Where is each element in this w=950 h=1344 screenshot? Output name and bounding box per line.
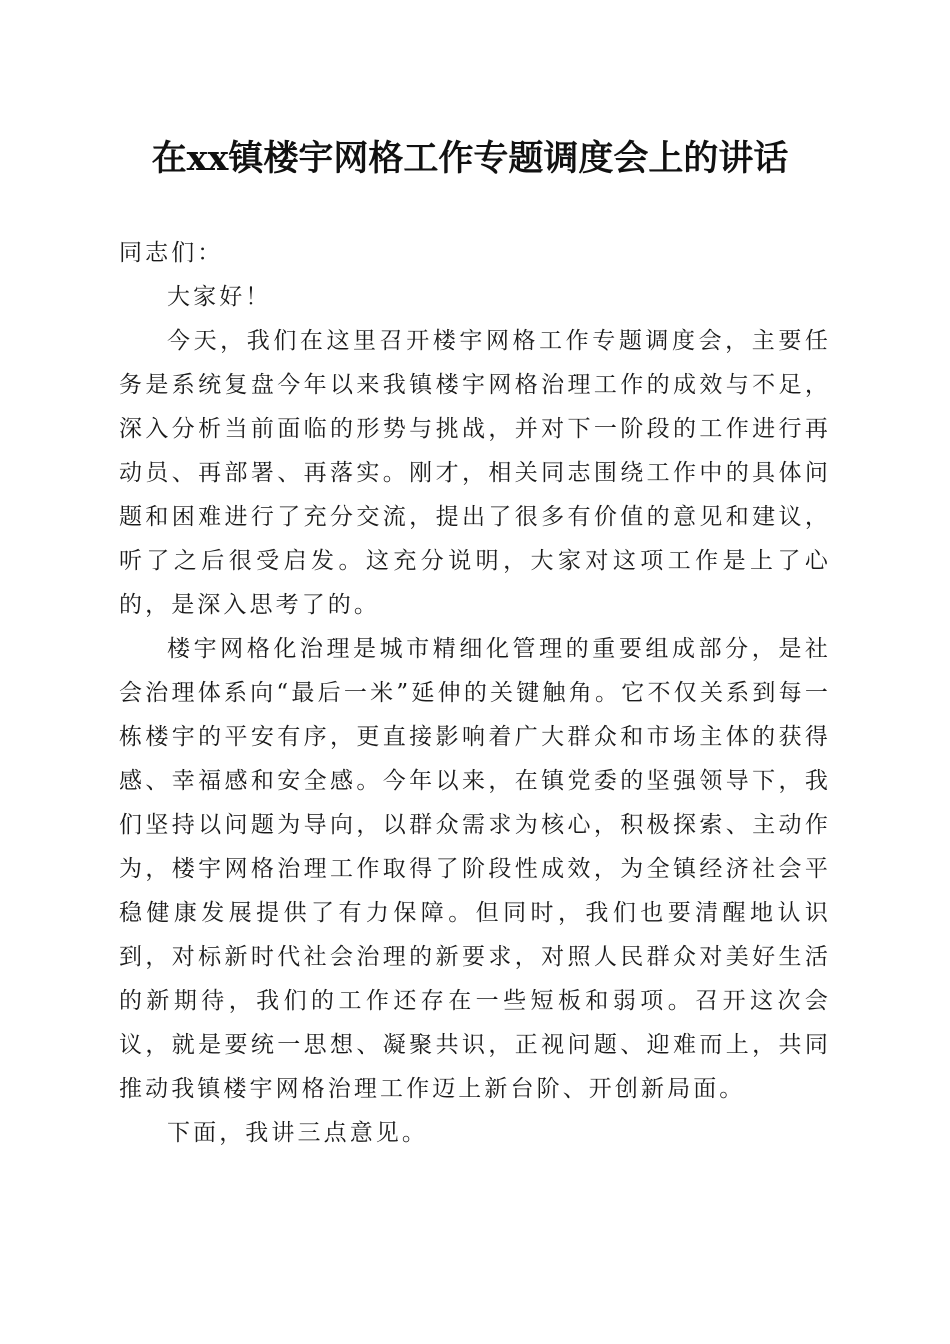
paragraph-transition: 下面，我讲三点意见。 xyxy=(167,1120,428,1146)
paragraph-significance: 楼宇网格化治理是城市精细化管理的重要组成部分，是社会治理体系向“最后一米”延伸的关键触角。它不仅关系到每一栋楼宇的平安有序，更直接影响着广大群众和市场主体的获得感、幸福感和安全感。今年以来，在镇党委的坚强领导下，我们坚持以问题为导向，以群众需求为核心，积极探索、主动作为，楼宇网格治理工作取得了阶段性成效，为全镇经济社会平稳健康发展提供了有力保障。但同时，我们也要清醒地认识到，对标新时代社会治理的新要求，对照人民群众对美好生活的新期待，我们的工作还存在一些短板和弱项。召开这次会议，就是要统一思想、凝聚共识，正视问题、迎难而上，共同推动我镇楼宇网格治理工作迈上新台阶、开创新局面。 xyxy=(119,636,831,1102)
document-body xyxy=(119,231,831,1155)
salutation: 同志们： xyxy=(119,240,224,266)
document-title: 在xx镇楼宇网格工作专题调度会上的讲话 xyxy=(151,138,789,179)
paragraph-greeting: 大家好！ xyxy=(167,284,272,310)
paragraph-intro: 今天，我们在这里召开楼宇网格工作专题调度会，主要任务是系统复盘今年以来我镇楼宇网格治理工作的成效与不足，深入分析当前面临的形势与挑战，并对下一阶段的工作进行再动员、再部署、再落实。刚才，相关同志围绕工作中的具体问题和困难进行了充分交流，提出了很多有价值的意见和建议，听了之后很受启发。这充分说明，大家对这项工作是上了心的，是深入思考了的。 xyxy=(119,328,831,618)
